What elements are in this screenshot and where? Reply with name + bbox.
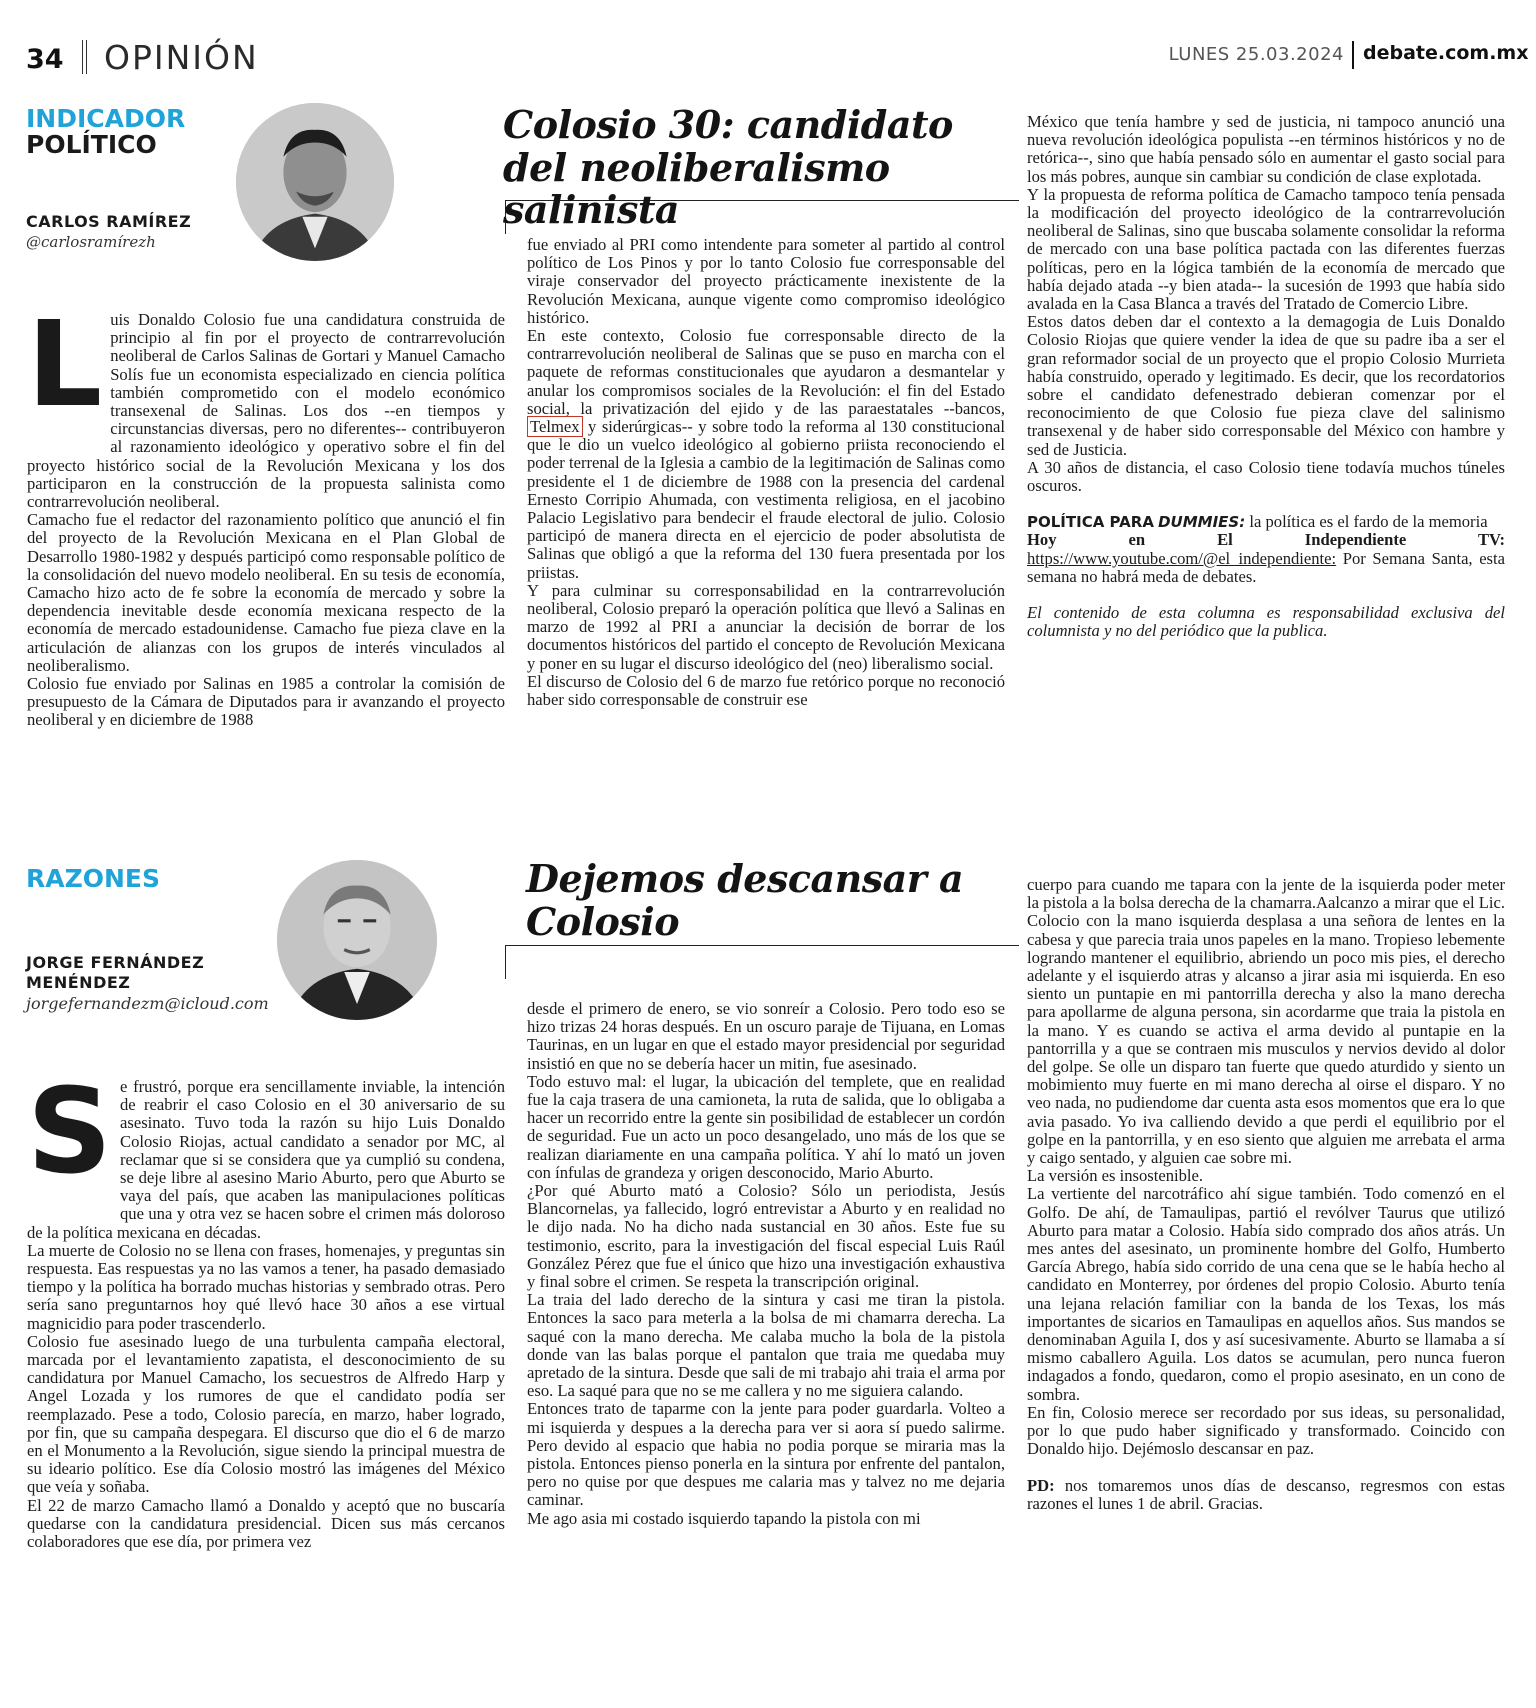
drop-cap: L bbox=[27, 295, 103, 433]
spacer bbox=[1027, 586, 1505, 604]
drop-cap: S bbox=[27, 1062, 112, 1200]
author-name-line-1: JORGE FERNÁNDEZ bbox=[26, 953, 205, 972]
paragraph: Camacho fue el redactor del razonamiento político que anunció el fin del proyecto de la Revolución Mexicana en el Plan Global de Desarrollo 1980-1982 y después participó como responsable político de la consolidación del nuevo modelo neoliberal. En su tesis de economía, Camacho hizo acto de fe sobre la economía de mercado y sobre la dependencia inevitable desde economía mexicana respecto de la economía de mercado estadounidense. Camacho fue pieza clave en la articulación de alianzas con los grupos de interés vinculados al neoliberalismo. bbox=[27, 510, 505, 675]
author-portrait-icon bbox=[277, 860, 437, 1020]
tv-link[interactable]: https://www.youtube.com/@el_independiente: bbox=[1027, 548, 1337, 568]
highlight-telmex: Telmex bbox=[527, 416, 583, 437]
tv-note bbox=[1027, 531, 1505, 586]
author-name-line-2: MENÉNDEZ bbox=[26, 973, 131, 992]
article-column-2 bbox=[527, 1000, 1005, 1528]
pd-note bbox=[1027, 1477, 1505, 1513]
author-name: CARLOS RAMÍREZ bbox=[26, 212, 192, 231]
author-photo bbox=[236, 103, 394, 261]
author-handle[interactable]: @carlosramírezh bbox=[26, 233, 156, 251]
tv-label: Hoy en El Independiente TV: bbox=[1027, 530, 1505, 550]
headline: Colosio 30: candidato del neoliberalismo salinista bbox=[503, 102, 953, 233]
header-divider bbox=[82, 40, 87, 74]
headline-rule bbox=[505, 945, 506, 979]
site-link[interactable]: debate.com.mx bbox=[1363, 42, 1529, 64]
paragraph: El 22 de marzo Camacho llamó a Donaldo y aceptó que no buscaría quedarse con la candidatura presidencial. Dicen sus más cercanos colaboradores que ese día, por primera vez bbox=[27, 1495, 505, 1552]
issue-date: LUNES 25.03.2024 bbox=[1168, 44, 1344, 65]
column-kicker bbox=[26, 866, 160, 892]
paragraph: ¿Por qué Aburto mató a Colosio? Sólo un periodista, Jesús Blancornelas, ya fallecido, logró entrevistar a Aburto y en realidad no le dijo nada. No ha dicho nada sustancial en 30 años. Este fue su testimonio, escrito, para la investigación del fiscal especial Luis Raúl González Pérez que fue el único que hizo una investigación exhaustiva y final sobre el crimen. Se respeta la transcripción original. bbox=[527, 1181, 1005, 1292]
tv-text: Por Semana Santa, esta semana no habrá meda de debates. bbox=[1027, 548, 1505, 586]
dummies-label: POLÍTICA PARA bbox=[1027, 513, 1154, 532]
kicker-line-1: INDICADOR bbox=[26, 104, 186, 133]
author-portrait-icon bbox=[236, 103, 394, 261]
dummies-text: la política es el fardo de la memoria bbox=[1249, 512, 1488, 532]
paragraph: fue enviado al PRI como intendente para someter al partido al control político de Los Pinos y por lo tanto Colosio fue corresponsable del viraje conservador del proyecto prácticamente inexistente de la Revolución Mexicana, aunque vigente como compromiso ideológico histórico. bbox=[527, 235, 1005, 327]
kicker-line-2: POLÍTICO bbox=[26, 130, 157, 160]
article-column-3 bbox=[1027, 876, 1505, 1513]
pd-label: PD: bbox=[1027, 1475, 1055, 1495]
pd-text: nos tomaremos unos días de descanso, regresmos con estas razones el lunes 1 de abril. Gracias. bbox=[1027, 1475, 1505, 1513]
paragraph: El discurso de Colosio del 6 de marzo fue retórico porque no reconoció haber sido corresponsable de construir ese bbox=[527, 671, 1005, 710]
article-column-2 bbox=[527, 236, 1005, 709]
paragraph: La muerte de Colosio no se llena con frases, homenajes, y preguntas sin respuesta. Eas respuestas ya no las vamos a tener, ha pasado demasiado tiempo y la política ha borrado muchas historias y sembrado otras. Pero sería sano preguntarnos hoy qué llevó hace 30 años a ese virtual magnicidio para poder trascenderlo. bbox=[27, 1240, 505, 1333]
paragraph: México que tenía hambre y sed de justicia, ni tampoco anunció una nueva revolución ideológica populista --en términos históricos y no de retórica--, sino que había pensado sólo en aumentar el gasto social para los más pobres, aunque sin cambiar su condición de clase explotada. bbox=[1027, 112, 1505, 186]
paragraph: uis Donaldo Colosio fue una candidatura construida de principio al fin por el proyecto de contrarrevolución neoliberal de Carlos Salinas de Gortari y Manuel Camacho Solís fue un economista especializado en ciencia política también comprometido con el modelo económico transexenal de Salinas. Los dos --en tiempos y circunstancias diversas, pero no diferentes-- contribuyeron al razonamiento ideológico y operativo sobre el fin del proyecto histórico social de la Revolución Mexicana y los dos participaron en la construcción de la propuesta salinista como contrarrevolución neoliberal. bbox=[27, 310, 505, 512]
author-email[interactable]: jorgefernandezm@icloud.com bbox=[26, 994, 269, 1013]
paragraph: Y la propuesta de reforma política de Camacho tampoco tenía pensada la modificación del proyecto ideológico de la contrarrevolución neoliberal de Salinas, sino que buscaba solamente consolidar la reforma de mercado con una base política pactada con las diferentes fuerzas políticas, pero en la lógica también de la economía de mercado que había dejado atada --y bien atada-- la sucesión de 1993 que había sido avalada en la Casa Blanca a través del Tratado de Comercio Libre. bbox=[1027, 184, 1505, 314]
paragraph: A 30 años de distancia, el caso Colosio tiene todavía muchos túneles oscuros. bbox=[1027, 457, 1505, 496]
article-column-3 bbox=[1027, 113, 1505, 640]
headline: Dejemos descansar a Colosio bbox=[526, 856, 964, 944]
date-divider bbox=[1352, 41, 1354, 69]
headline-rule bbox=[505, 945, 1019, 946]
paragraph: Colosio fue asesinado luego de una turbulenta campaña electoral, marcada por el levantamiento zapatista, el desconocimiento de su candidatura por Manuel Camacho, los secuestros de Alfredo Harp y Angel Lozada y los rumores de que el candidato podía ser reemplazado. Pese a todo, Colosio parecía, en marzo, haber logrado, por fin, que su campaña despegara. El discurso que dio el 6 de marzo en el Monumento a la Revolución, sigue siendo la principal muestra de su ideario político. Ese día Colosio mostró las imágenes del México que veía y soñaba. bbox=[27, 1331, 505, 1497]
paragraph: La versión es insostenible. bbox=[1027, 1166, 1204, 1186]
dummies-note bbox=[1027, 513, 1505, 531]
paragraph: Todo estuvo mal: el lugar, la ubicación del templete, que en realidad fue la caja trasera de una camioneta, la ruta de salida, que lo obligaba a hacer un recorrido entre la gente sin posibilidad de establecer un cordón de seguridad. Fue un acto un poco desangelado, uno más de los que se realizan diariamente en una campaña política. Y ahí lo mató un joven con ínfulas de grandeza y origen desconocido, Mario Aburto. bbox=[527, 1071, 1005, 1182]
paragraph: Colosio fue enviado por Salinas en 1985 a controlar la comisión de presupuesto de la Cámara de Diputados para ir avanzando el proyecto neoliberal y en diciembre de 1988 bbox=[27, 674, 505, 730]
spacer bbox=[1027, 495, 1505, 513]
paragraph: En fin, Colosio merece ser recordado por sus ideas, su personalidad, por lo que pudo haber significado y transformado. Coincido con Donaldo hijo. Dejémoslo descansar en paz. bbox=[1027, 1402, 1505, 1459]
spacer bbox=[1027, 1459, 1505, 1477]
paragraph: Y para culminar su corresponsabilidad en la contrarrevolución neoliberal, Colosio preparó la operación política que llevó a Salinas en marzo de 1992 al PRI a anunciar la decisión de borrar de los documentos históricos del partido el concepto de Revolución Mexicana y poner en su lugar el discurso ideológico del (neo) liberalismo social. bbox=[527, 580, 1005, 673]
paragraph: cuerpo para cuando me tapara con la jente de la isquierda poder meter la pistola a la bolsa derecha de la chamarra.Aalcanzo a mirar que el Lic. Colocio con la mano isquierda desplasa a una señora de lentes en la cabesa y que parecia traia unos papeles en la mano. Tropieso lebemente logrando mantener el equilibrio, abriendo un poco mis pies, el derecho adelante y el isquierdo atras y alcanso a jirar asia mi isquierda. En eso siento un puntapie en mi pantorrilla derecha y also la mano derecha para apollarme de alguna persona, sin acordarme que traia la pistola en la mano. Y es cuando se activa el arma devido al puntapie en la pantorrilla y a que se contraen mis musculos y nervios devido al dolor del golpe. Se olle un disparo tan fuerte que quedo aturdido y siento un mobimiento muy fuerte en mi mano derecha al oirse el disparo. Y no veo nada, no pudiendome dar cuenta asta esos momentos que era lo que avia pasado. Yo iva calliendo devido a que perdi el equilibrio por el golpe en la pantorrilla, y en eso siento que alguien me arrebata el arma y caigo sentado, y alguien cae sobre mi. bbox=[1027, 875, 1505, 1168]
column-kicker bbox=[26, 106, 185, 159]
paragraph: e frustró, porque era sencillamente inviable, la intención de reabrir el caso Colosio en el 30 aniversario de su asesinato. Tuvo toda la razón su hijo Luis Donaldo Colosio Riojas, actual candidato a senador por MC, al reclamar que si se considera que ya cumplió su condena, se deje libre al asesino Mario Aburto, pero que Aburto se vaya del país, que acaben las manipulaciones políticas que una y otra vez se hacen sobre el crimen más doloroso de la política mexicana en décadas. bbox=[27, 1077, 505, 1242]
paragraph: Entonces trato de taparme con la jente para poder guardarla. Volteo a mi isquierda y despues a la derecha para ver si aora sí puedo salirme. Pero devido al espacio que habia no podia porque se miraria mas la pistola. Entonces pienso ponerla en la sintura por enfrente del pantalon, pero no quise por que despues me calaria mas y talvez no me dejaria caminar. bbox=[527, 1399, 1005, 1510]
page-number: 34 bbox=[26, 44, 64, 75]
author-photo bbox=[277, 860, 437, 1020]
kicker-line-1: RAZONES bbox=[26, 864, 160, 893]
paragraph: La vertiente del narcotráfico ahí sigue también. Todo comenzó en el Golfo. De ahí, de Tamaulipas, partió el revólver Taurus que utilizó Aburto para matar a Colosio. Había sido comprado dos años atrás. Un mes antes del asesinato, un prominente hombre del Golfo, Humberto García Abrego, había sido corrido de una cena que se le había hecho al candidato en Monterrey, por órdenes del propio Colosio. Aburto tenía una lejana relación familiar con la banda de los Texas, los más importantes de sicarios en Tamaulipas en aquellos años. Sus mandos se denominaban Aguila I, dos y así sucesivamente. Aburto se llamaba a sí mismo caballero Aguila. Los datos se acumulan, pero nunca fueron indagados a fondo, quedaron, como el propio asesinato, en un cono de sombra. bbox=[1027, 1184, 1505, 1404]
disclaimer: El contenido de esta columna es responsabilidad exclusiva del columnista y no del periódico que la publica. bbox=[1027, 603, 1505, 641]
paragraph: La traia del lado derecho de la sintura y casi me tiran la pistola. Entonces la saco para meterla a la bolsa de mi chamarra derecha. La saqué con la mano derecha. Me calaba mucho la bola de la pistola donde van las balas porque el pantalon que traia me quedaba muy apretado de la sintura. Desde que sali de mi trabajo ahi traia el arma por eso. La saqué para que no se me callera y no me siguiera calando. bbox=[527, 1290, 1005, 1401]
paragraph-text: y siderúrgicas-- y sobre todo la reforma al 130 constitucional que le dio un vuelco ideológico al gobierno priista reconociendo el poder terrenal de la Iglesia a cambio de la legitimación de Salinas como presidente el 1 de diciembre de 1988 con la presencia del cardenal Ernesto Corripio Ahumada, con vestimenta religiosa, en el jacobino Palacio Legislativo para bendecir el fraude electoral de julio. Colosio participó de manera directa en el ejercicio de poder absolutista de Salinas que obligó a que la reforma del 130 fuera presentada por los priistas. bbox=[527, 417, 1005, 582]
article-column-1 bbox=[27, 1062, 505, 1552]
paragraph bbox=[527, 327, 1005, 582]
paragraph-text: En este contexto, Colosio fue corresponsable directo de la contrarrevolución neoliberal de Salinas que se puso en marcha con el paquete de reformas constitucionales que ayudaron a desmantelar y anular los compromisos sociales de la Revolución: el fin del Estado social, la privatización del ejido y de las paraestatales --bancos, bbox=[527, 326, 1005, 418]
section-title: OPINIÓN bbox=[104, 38, 259, 77]
paragraph: desde el primero de enero, se vio sonreír a Colosio. Pero todo eso se hizo trizas 24 horas después. En un oscuro paraje de Tijuana, en Lomas Taurinas, en un lugar en que el estado mayor presidencial por seguridad insistió en que no se debería hacer un mitin, fue asesinado. bbox=[527, 999, 1005, 1073]
article-column-1 bbox=[27, 295, 505, 730]
author-name bbox=[26, 953, 204, 993]
paragraph: Me ago asia mi costado isquierdo tapando la pistola con mi bbox=[527, 1508, 921, 1528]
dummies-italic: DUMMIES: bbox=[1158, 513, 1246, 532]
paragraph: Estos datos deben dar el contexto a la demagogia de Luis Donaldo Colosio Riojas que quiere vender la idea de que su padre iba a ser el gran reformador social de un proyecto que el propio Colosio Murrieta había construido, operado y legitimado. Es decir, que los recordatorios sobre el candidato defenestrado debieran comenzar por el reconocimiento de que Colosio fue pieza clave del salinismo transexenal y de haber sido corresponsable del México con hambre y sed de Justicia. bbox=[1027, 312, 1505, 459]
